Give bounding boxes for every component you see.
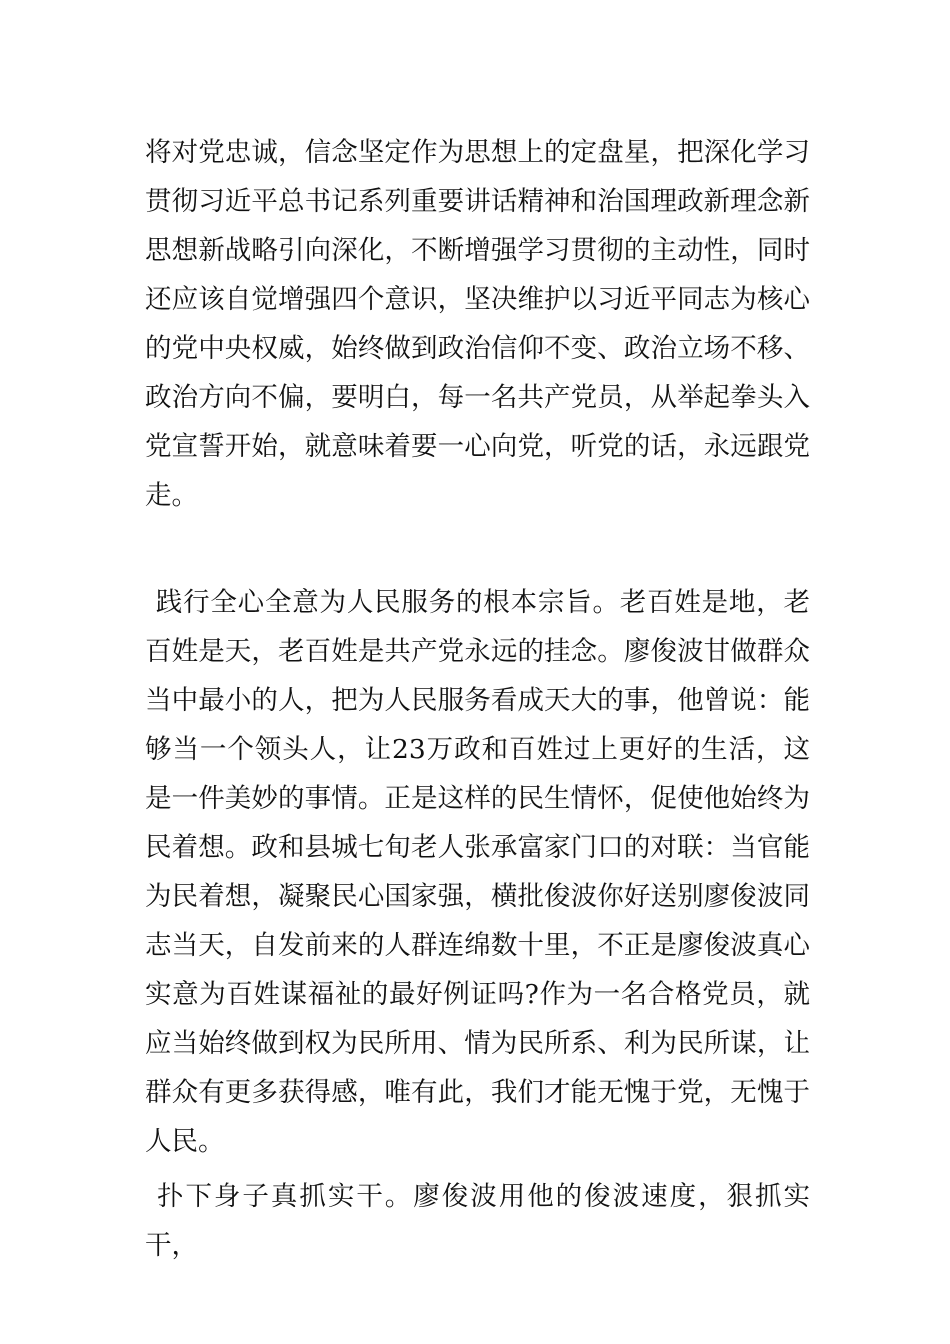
paragraph-party-loyalty: 将对党忠诚，信念坚定作为思想上的定盘星，把深化学习贯彻习近平总书记系列重要讲话精神和治国理政新理念新思想新战略引向深化，不断增强学习贯彻的主动性，同时还应该自觉增强四个意识，坚决维护以习近平同志为核心的党中央权威，始终做到政治信仰不变、政治立场不移、政治方向不偏，要明白，每一名共产党员，从举起拳头入党宣誓开始，就意味着要一心向党，听党的话，永远跟党走。 bbox=[145, 137, 810, 511]
paragraph-text: 扑下身子真抓实干。廖俊波用他的俊波速度，狠抓实干， bbox=[145, 1181, 810, 1261]
paragraph-hard-work bbox=[145, 1172, 810, 1270]
paragraph-text: 践行全心全意为人民服务的根本宗旨。老百姓是地，老百姓是天，老百姓是共产党永远的挂念。廖俊波甘做群众当中最小的人，把为人民服务看成天大的事，他曾说：能够当一个领头人，让23万政和百姓过上更好的生活，这是一件美妙的事情。正是这样的民生情怀，促使他始终为民着想。政和县城七旬老人张承富家门口的对联：当官能为民着想，凝聚民心国家强，横批俊波你好送别廖俊波同志当天，自发前来的人群连绵数十里，不正是廖俊波真心实意为百姓谋福祉的最好例证吗?作为一名合格党员，就应当始终做到权为民所用、情为民所系、利为民所谋，让群众有更多获得感，唯有此，我们才能无愧于党，无愧于人民。 bbox=[145, 587, 810, 1157]
paragraph-serve-the-people bbox=[145, 578, 810, 1166]
